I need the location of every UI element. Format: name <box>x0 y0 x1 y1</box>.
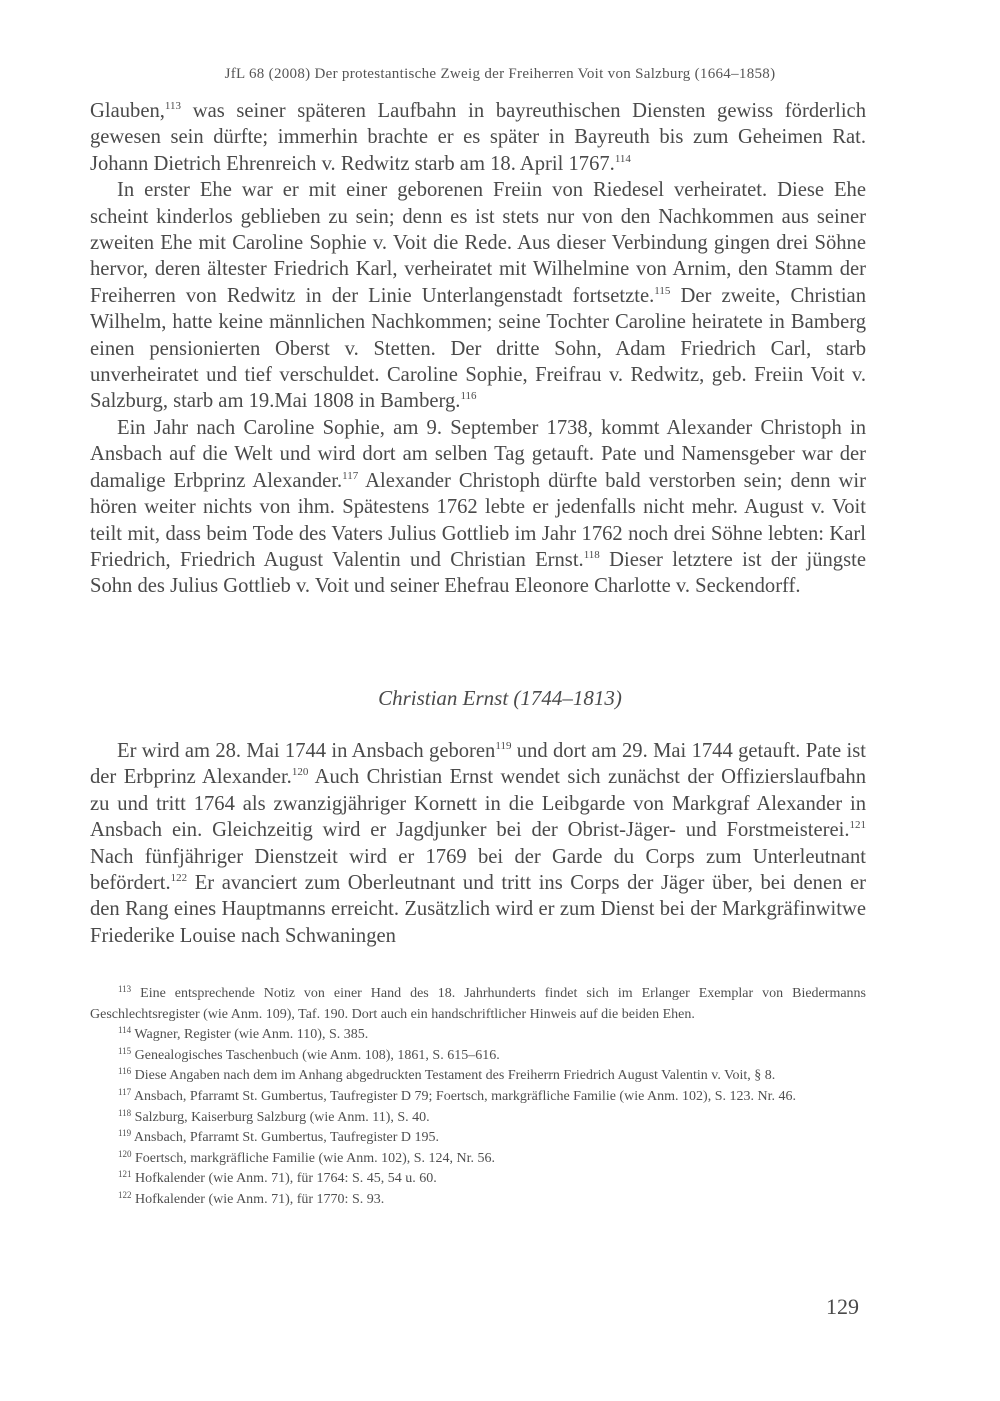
footnote-reference: 115 <box>654 284 671 297</box>
footnote-reference: 117 <box>342 469 359 482</box>
text-run: Ein Jahr nach Caroline Sophie, am 9. September 1738, kommt Alexander Christoph in Ansbach auf die Welt und wird dort am selben Tag getauft. Pate und Namensgeber war der damalige Erbprinz Alexander. <box>90 416 866 492</box>
text-run: Auch Christian Ernst wendet sich zunächst der Offizierslaufbahn zu und tritt 1764 als zwanzigjähriger Kornett in die Leibgarde von Markgraf Alexander in Ansbach ein. Gleichzeitig wird er Jagdjunker bei der Obrist-Jäger- und Forstmeisterei. <box>90 766 866 842</box>
footnote-reference: 114 <box>614 152 631 165</box>
text-run: Der zweite, Christian Wilhelm, hatte keine männlichen Nachkommen; seine Tochter Caroline heiratete in Bamberg einen pensionierten Oberst v. Stetten. Der dritte Sohn, Adam Friedrich Carl, starb unverheiratet und tief verschuldet. Caroline Sophie, Freifrau v. Redwitz, geb. Freiin Voit v. Salzburg, starb am 19.Mai 1808 in Bamberg. <box>90 284 866 413</box>
text-run: was seiner späteren Laufbahn in bayreuthischen Diensten gewiss förderlich gewesen sein dürfte; immerhin brachte er es später in Bayreuth bis zum Geheimen Rat. Johann Dietrich Ehrenreich v. Redwitz starb am 18. April 1767. <box>90 100 866 175</box>
footnote <box>90 1108 866 1129</box>
footnote-text: Hofkalender (wie Anm. 71), für 1770: S. 93. <box>131 1191 385 1207</box>
paragraph <box>90 738 866 949</box>
footnote <box>90 1149 866 1170</box>
body-text-section <box>90 738 866 949</box>
footnote-number: 120 <box>118 1148 132 1159</box>
text-run: Dieser letztere ist der jüngste Sohn des Julius Gottlieb v. Voit und seiner Ehefrau Eleonore Charlotte v. Seckendorff. <box>90 548 866 598</box>
footnote-number: 116 <box>118 1066 132 1077</box>
text-run: Er wird am 28. Mai 1744 in Ansbach geboren <box>117 740 496 762</box>
footnote-text: Wagner, Register (wie Anm. 110), S. 385. <box>131 1027 369 1043</box>
text-run: In erster Ehe war er mit einer geborenen Freiin von Riedesel verheiratet. Diese Ehe scheint kinderlos geblieben zu sein; denn es ist stets nur von den Nachkommen aus seiner zweiten Ehe mit Caroline Sophie v. Voit die Rede. Aus dieser Verbindung gingen drei Söhne hervor, deren ältester Friedrich Karl, verheiratet mit Wilhelmine von Arnim, den Stamm der Freiherren von Redwitz in der Linie Unterlangenstadt fortsetzte. <box>90 179 866 307</box>
footnote-reference: 122 <box>170 872 188 885</box>
paragraph <box>90 98 866 177</box>
section-heading: Christian Ernst (1744–1813) <box>378 686 622 710</box>
footnote-text: Ansbach, Pfarramt St. Gumbertus, Taufregister D 195. <box>131 1130 440 1146</box>
footnote-number: 119 <box>118 1128 132 1139</box>
footnote-number: 122 <box>118 1189 132 1200</box>
footnote-text: Eine entsprechende Notiz von einer Hand des 18. Jahrhunderts findet sich im Erlanger Exemplar von Biedermanns Geschlechtsregister (wie Anm. 109), Taf. 190. Dort auch ein handschriftlicher Hinweis auf die beiden Ehen. <box>90 986 866 1022</box>
footnote-reference: 116 <box>460 390 477 403</box>
footnote <box>90 1169 866 1190</box>
running-head: JfL 68 (2008) Der protestantische Zweig der Freiherren Voit von Salzburg (1664–1858) <box>224 66 776 82</box>
footnote-number: 115 <box>118 1045 132 1056</box>
footnotes <box>90 984 866 1211</box>
footnote <box>90 1066 866 1087</box>
footnote-text: Foertsch, markgräfliche Familie (wie Anm. 102), S. 124, Nr. 56. <box>131 1150 496 1166</box>
paragraph <box>90 415 866 600</box>
footnote-number: 121 <box>118 1169 132 1180</box>
footnote-text: Genealogisches Taschenbuch (wie Anm. 108), 1861, S. 615–616. <box>131 1047 500 1063</box>
text-run: Alexander Christoph dürfte bald verstorben sein; denn wir hören weiter nichts von ihm. Spätestens 1762 lebte er jedenfalls nicht mehr. August v. Voit teilt mit, dass beim Tode des Vaters Julius Gottlieb im Jahr 1762 noch drei Söhne lebten: Karl Friedrich, Friedrich August Valentin und Christian Ernst. <box>90 469 866 571</box>
footnote <box>90 1087 866 1108</box>
footnote-text: Salzburg, Kaiserburg Salzburg (wie Anm. 11), S. 40. <box>131 1109 430 1125</box>
footnote-text: Hofkalender (wie Anm. 71), für 1764: S. 45, 54 u. 60. <box>131 1171 437 1187</box>
footnote-reference: 121 <box>849 819 866 832</box>
footnote-text: Ansbach, Pfarramt St. Gumbertus, Taufregister D 79; Foertsch, markgräfliche Familie (wie Anm. 102), S. 123. Nr. 46. <box>131 1088 796 1104</box>
footnote-text: Diese Angaben nach dem im Anhang abgedruckten Testament des Freiherrn Friedrich August Valentin v. Voit, § 8. <box>131 1068 776 1084</box>
footnote-number: 113 <box>118 984 132 994</box>
footnote-number: 118 <box>118 1107 132 1118</box>
footnote-reference: 113 <box>164 100 182 112</box>
paragraph <box>90 177 866 415</box>
footnote-number: 114 <box>118 1025 132 1036</box>
footnote <box>90 1128 866 1149</box>
footnote-reference: 120 <box>291 766 309 779</box>
footnote-number: 117 <box>118 1086 132 1097</box>
footnote <box>90 1046 866 1067</box>
footnote-reference: 118 <box>583 548 600 561</box>
text-run: und dort am 29. Mai 1744 getauft. Pate ist der Erbprinz Alexander. <box>90 740 866 789</box>
footnote <box>90 984 866 1025</box>
text-run: Glauben, <box>90 100 165 122</box>
footnote <box>90 1025 866 1046</box>
text-run: Nach fünfjähriger Dienstzeit wird er 1769 bei der Garde du Corps zum Unterleutnant befördert. <box>90 845 866 895</box>
footnote <box>90 1190 866 1211</box>
page-number: 129 <box>826 1294 859 1319</box>
footnote-reference: 119 <box>495 740 512 752</box>
text-run: Er avanciert zum Oberleutnant und tritt ins Corps der Jäger über, bei denen er den Rang eines Hauptmanns erreicht. Zusätzlich wird er zum Dienst bei der Markgräfinwitwe Friederike Louise nach Schwaningen <box>90 872 866 947</box>
body-text-top <box>90 98 866 600</box>
